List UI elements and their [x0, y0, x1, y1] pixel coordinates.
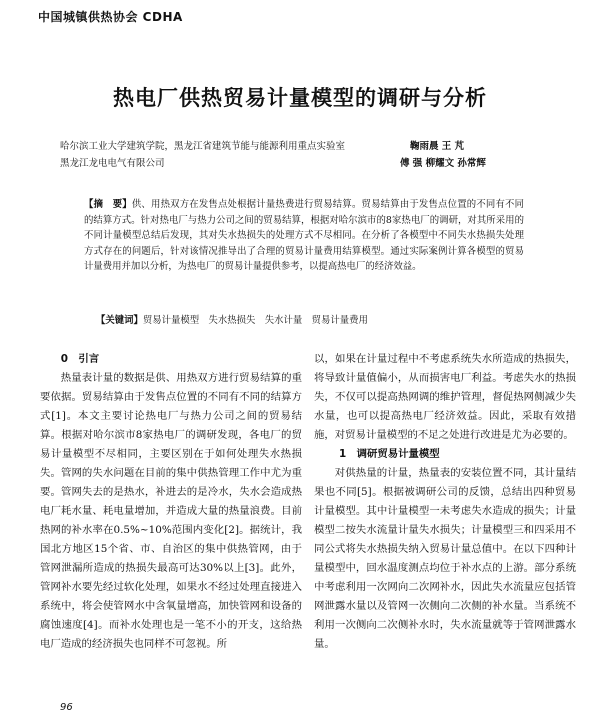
publisher-header: 中国城镇供热协会 CDHA: [38, 10, 183, 24]
affiliation-org: 哈尔滨工业大学建筑学院，黑龙江省建筑节能与能源利用重点实验室: [60, 141, 346, 152]
paragraph: 对供热量的计量，热量表的安装位置不同，其计量结果也不同[5]。根据被调研公司的反馈，总结出四种贸易计量模型。其中计量模型一未考虑失水造成的损失；计量模型二按失水流量计量失水损失；计量模型三和四采用不同公式将失水热损失纳入贸易计量总值中。在以下四种计量模型中，回水温度测点均位于补水点的上游。部分系统中考虑利用一次网向二次网补水，因此失水流量应包括管网泄露水量以及管网一次侧向二次侧的补水量。当系统不利用一次侧向二次侧补水时，失水流量就等于管网泄露水量。: [314, 467, 576, 650]
keywords-block: [96, 314, 368, 328]
abstract-text: 供、用热双方在发售点处根据计量热费进行贸易结算。贸易结算由于发售点位置的不同有不同的结算方式。针对热电厂与热力公司之间的贸易结算，根据对哈尔滨市的8家热电厂的调研，对其所采用的不同计量模型总结后发现，其对失水热损失的处理方式不尽相同。在分析了各模型中不同失水热损失处理方式存在的问题后，针对该情况推导出了合理的贸易计量费用结算模型。通过实际案例计算各模型的贸易计量费用并加以分析，为热电厂的贸易计量提供参考，以提高热电厂的经济效益。: [84, 199, 524, 273]
section-heading: 0 引言: [60, 353, 100, 365]
left-column: [40, 350, 302, 654]
abstract-block: [84, 197, 524, 275]
abstract-label: 【摘 要】: [84, 199, 132, 210]
paragraph: 热量表计量的数据是供、用热双方进行贸易结算的重要依据。贸易结算由于发售点位置的不同有不同的结算方式[1]。本文主要讨论热电厂与热力公司之间的贸易结算。根据对哈尔滨市8家热电厂的调研发现，各电厂的贸易计量模型不尽相同，主要区别在于如何处理失水热损失。管网的失水问题在目前的集中供热管理工作中尤为重要。管网失去的是热水，补进去的是冷水，失水会造成热电厂耗水量、耗电量增加，并造成大量的热量浪费。目前热网的补水率在0.5%~10%范围内变化[2]。据统计，我国北方地区15个省、市、自治区的集中供热管网，由于管网泄漏所造成的热损失最高可达30%以上[3]。此外，管网补水要先经过软化处理，如果水不经过处理直接进入系统中，将会使管网水中含氧量增高，加快管网和设备的腐蚀速度[4]。而补水处理也是一笔不小的开支，这给热电厂造成的经济损失也同样不可忽视。所: [40, 372, 302, 650]
right-column: [314, 350, 576, 654]
author-names: 鞠雨晨 王 芃: [410, 141, 465, 152]
section-heading: 1 调研贸易计量模型: [338, 448, 440, 460]
page-number: 96: [60, 702, 73, 713]
keywords-text: 贸易计量模型 失水热损失 失水计量 贸易计量费用: [142, 315, 368, 326]
article-title: 热电厂供热贸易计量模型的调研与分析: [113, 86, 487, 110]
affiliation-org: 黑龙江龙电电气有限公司: [60, 158, 165, 169]
keywords-label: 【关键词】: [96, 315, 143, 326]
author-names: 傅 强 柳耀文 孙常辉: [400, 158, 486, 169]
paragraph: 以，如果在计量过程中不考虑系统失水所造成的热损失，将导致计量值偏小，从而损害电厂利益。考虑失水的热损失，不仅可以提高热网调的维护管理，督促热网侧减少失水量，也可以提高热电厂经济效益。因此，采取有效措施，对贸易计量模型的不足之处进行改进是尤为必要的。: [314, 353, 576, 441]
